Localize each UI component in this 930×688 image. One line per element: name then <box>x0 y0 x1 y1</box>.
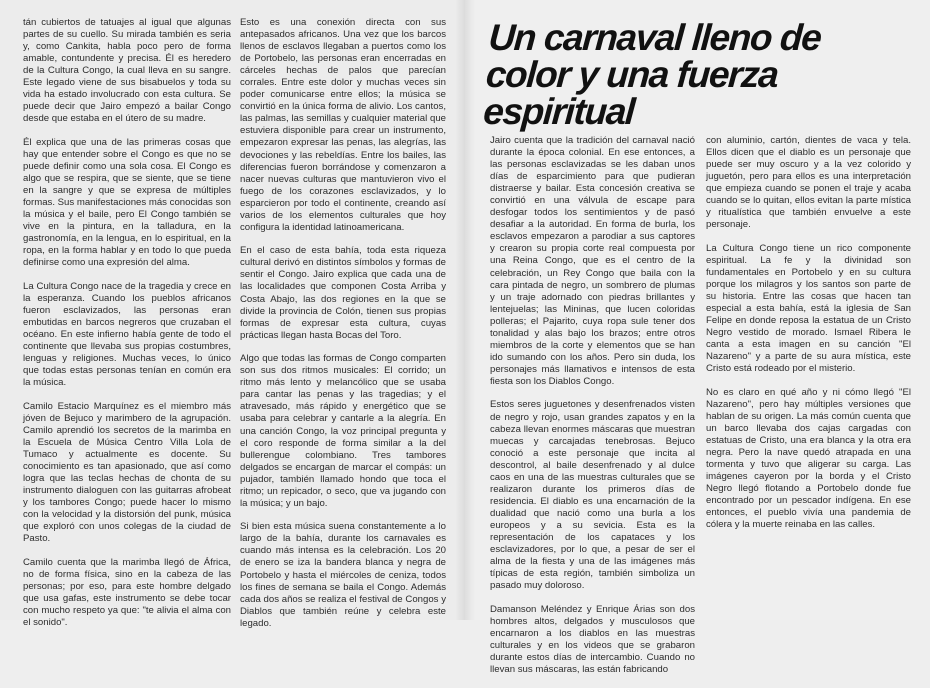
paragraph: Camilo Estacio Marquínez es el miembro más jóven de Bejuco y marimbero de la agrupación. Camilo aprendió los secretos de la marimba en la Escuela de Música Centro Villa Lola de Tumaco y actualmente es docente. Su conocimiento es tan apasionado, que así como logra que las teclas hechas de chonta de su instrumento dialoguen con las guitarras afrobeat y los tambores Congo; puede hacer lo mismo con la velocidad y la distorsión del punk, música que exploró con unos colegas de la ciudad de Pasto. <box>23 400 231 545</box>
spine-gutter <box>455 0 475 620</box>
paragraph: Esto es una conexión directa con sus antepasados africanos. Una vez que los barcos llenos de esclavos llegaban a puertos como los de Portobelo, las personas eran encerradas en cárceles hechas de palos que parecían corrales. Entre este dolor y muchas veces sin poder comunicarse entre ellos; la música se convirtió en la única forma de alivio. Los cantos, las palmas, las semillas y cualquier material que estuviera disponible para crear un instrumento, empezaron expresar las penas, las alegrías, las devociones y las rebeldías. Entre los bailes, las diferencias fueron borrándose y comenzaron a nacer nuevas culturas que mantuvieron vivo el fuego de los corazones esclavizados, y lo esparcieron por todo el continente, creando así varios de los elementos culturales que hoy configura la identidad latinoamericana. <box>240 17 446 233</box>
paragraph: Damanson Meléndez y Enrique Árias son dos hombres altos, delgados y musculosos que encarnaron a los diablos en las muestras culturales y en los videos que se grabaron durante estos días de intercambio. Cuando no llevan sus máscaras, las están fabricando <box>490 603 695 675</box>
article-headline: Un carnaval lleno de color y una fuerza espiritual <box>482 17 822 132</box>
paragraph: tán cubiertos de tatuajes al igual que algunas partes de su cuello. Su mirada también es seria y, como Cankita, habla poco pero de forma amable, contundente y precisa. Él es heredero de la Cultura Congo, la cual lleva en su sangre. Este legado viene de sus bisabuelos y toda su vida ha estado involucrado con esta cultura. Se puede decir que Jairo empezó a bailar Congo desde que estaba en el útero de su madre. <box>23 17 231 125</box>
paragraph: La Cultura Congo nace de la tragedia y crece en la esperanza. Cuando los pueblos africanos fueron esclavizados, las personas eran embutidas en barcos negreros que cruzaban el océano. En este infierno había gente de todo el continente que llevaba sus propias costumbres, lenguas y religiones. Muchas veces, lo único que todas estas personas tenían en común era la música. <box>23 280 231 389</box>
paragraph: Camilo cuenta que la marimba llegó de África, no de forma física, sino en la cabeza de las personas; por eso, para este hombre delgado que usa gafas, este instrumento se debe tocar con mucho respeto ya que: "te alivia el alma con el sonido". <box>23 556 231 629</box>
left-column-2 <box>240 17 446 641</box>
right-column-1 <box>490 135 695 688</box>
paragraph: En el caso de esta bahía, toda esta riqueza cultural derivó en distintos símbolos y formas de sentir el Congo. Jairo explica que cada una de las localidades que componen Costa Arriba y Costa Abajo, las dos regiones en la que se divide la provincia de Colón, tienen sus propias formas de expresar esta cultura, cuyas prácticas llegan hasta Bocas del Toro. <box>240 245 446 341</box>
paragraph: Algo que todas las formas de Congo comparten son sus dos ritmos musicales: El corrido; un ritmo más lento y melancólico que se usaba para cantar las penas y las tragedias; y el atravesado, más rápido y energético que se usaba para celebrar y cantarle a la alegría. En una canción Congo, la voz principal pregunta y el coro responde de forma similar a la del bullerengue colombiano. Tres tambores delgados se encargan de marcar el compás: un pujador, también llamado hondo que toca el ritmo; un repicador, o seco, que va jugando con la música; y un bajo. <box>240 353 446 509</box>
paragraph: No es claro en qué año y ni cómo llegó "El Nazareno", pero hay múltiples versiones que hablan de su origen. La más común cuenta que un barco llevaba dos cajas cargadas con estatuas de Cristo, una era blanca y la otra era negra. Pero la nave quedó atrapada en una tormenta y tuvo que aligerar su carga. Las imágenes cayeron por la borda y el Cristo Negro llegó flotando a Portobelo donde fue encontrado por un pescador indígena. En ese entonces, el pueblo vivía una pandemia de cólera y la muerte reinaba en las calles. <box>706 386 911 531</box>
left-column-1 <box>23 17 231 641</box>
paragraph: Él explica que una de las primeras cosas que hay que entender sobre el Congo es que no se puede definir como una sola cosa. El Congo es algo que se respira, que se siente, que se tiene en la sangre y que se expresa de múltiples formas. Sus manifestaciones más conocidas son la música y el baile, pero El Congo también se vive en la pintura, en la talladura, en la gastronomía, en la lengua, en lo espiritual, en la ropa, en la forma hablar y en todo lo que pueda definirse como una expresión del alma. <box>23 136 231 269</box>
right-column-2 <box>706 135 911 543</box>
paragraph: Jairo cuenta que la tradición del carnaval nació durante la época colonial. En ese entonces, a las personas esclavizadas se les daban unos días de esparcimiento para que pudieran distraerse y bailar. Esta concesión creativa se convirtió en una válvula de escape para desfogar todos los sentimientos y de pasó desafiar a la autoridad. En forma de burla, los esclavos empezaron a parodiar a sus captores y crearon su propia corte real compuesta por una Reina Congo, que es el centro de la celebración, un Rey Congo que baila con la cara pintada de negro, un sombrero de plumas y un traje adornado con piedras brillantes y lentejuelas; las Mininas, que lucen coloridas polleras; el Pajarito, cuya ropa sule tener dos tonalidad y alas bajo los brazos; entre otros miembros de la corte y elementos que se han ido sumando con los años. Pero sin duda, los personajes más llamativos e intensos de esta fiesta son los Diablos Congo. <box>490 135 695 387</box>
paragraph: Estos seres juguetones y desenfrenados visten de negro y rojo, usan grandes zapatos y en la cabeza llevan enormes máscaras que muestran muecas y carcajadas tenebrosas. Bejuco conoció a este personaje que incita al descontrol, al baile desenfrenado y al dulce caos en una de las muestras culturales que se realizaron durante los primeros días de residencia. El diablo es una encarnación de la dualidad que nació como una burla a los europeos y a su sevicia. Esta es la representación de los capataces y los esclavizadores, por lo que, a pesar de ser el alma de la fiesta y una de las imágenes más típicas de esta región, también simboliza un pasado muy doloroso. <box>490 399 695 592</box>
paragraph: La Cultura Congo tiene un rico componente espiritual. La fe y la divinidad son fundamentales en Portobelo y en su cultura porque los milagros y los santos son parte de su historia. Entre las cosas que hacen tan especial a esta bahía, está la iglesia de San Felipe en donde reposa la estatua de un Cristo Negro vestido de morado. Ismael Ribera le canta a esta imagen en su canción "El Nazareno" y a parte de su aura mística, este Cristo está rodeado por el misterio. <box>706 242 911 375</box>
paragraph: Si bien esta música suena constantemente a lo largo de la bahía, durante los carnavales es cuando más intensa es la celebración. Los 20 de enero se iza la bandera blanca y negra de Portobelo y hasta el miércoles de ceniza, todos los fines de semana se baila el Congo. Además cada dos años se realiza el festival de Congos y Diablos que también reúne y celebra este legado. <box>240 521 446 629</box>
paragraph: con aluminio, cartón, dientes de vaca y tela. Ellos dicen que el diablo es un personaje que puede ser muy oscuro y a la vez colorido y juguetón, pero para ellos es una interpretación que empieza cuando se ponen el traje y acaba cuando se lo quitan, ellos evitan la parte mística y ritualística que también envuelve a este personaje. <box>706 135 911 231</box>
